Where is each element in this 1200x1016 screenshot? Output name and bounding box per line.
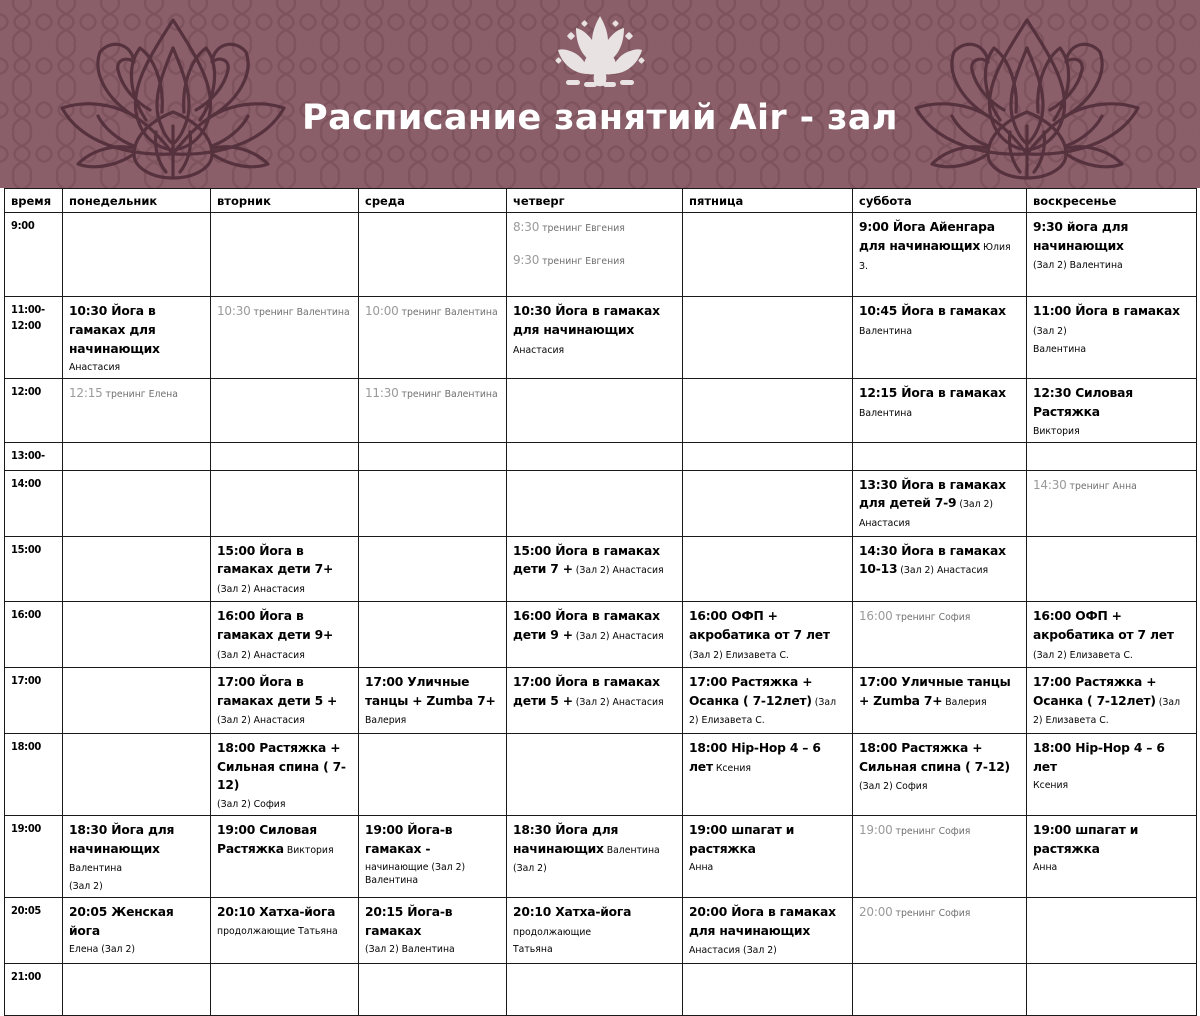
class-detail: Валентина — [1033, 343, 1087, 355]
schedule-cell-tue — [211, 470, 359, 536]
schedule-cell-wed[interactable] — [359, 297, 507, 379]
class-entry[interactable] — [859, 739, 1021, 795]
class-entry[interactable] — [69, 302, 205, 374]
lotus-flower-icon — [540, 8, 660, 94]
time-label: 13:00- — [5, 442, 63, 470]
class-entry[interactable] — [217, 673, 353, 729]
schedule-cell-wed[interactable] — [359, 816, 507, 898]
class-detail: Елена (Зал 2) — [69, 944, 135, 956]
table-row — [5, 734, 1197, 816]
class-instructor: (Зал 2) София — [859, 781, 928, 793]
class-instructor: София — [935, 826, 971, 838]
table-row — [5, 602, 1197, 668]
schedule-cell-wed — [359, 734, 507, 816]
class-instructor: Валентина (Зал 2) — [513, 844, 660, 875]
schedule-cell-sun[interactable] — [1027, 602, 1197, 668]
class-title: 15:00 Йога в гамаках дети 7+ (Зал 2) Анастасия — [217, 543, 334, 595]
class-title — [859, 609, 970, 623]
class-instructor: Анастасия — [513, 344, 565, 356]
class-title: 19:00 Йога-в гамаках - — [365, 823, 453, 856]
class-entry[interactable] — [689, 821, 847, 874]
schedule-cell-sat[interactable] — [853, 470, 1027, 536]
class-title: 18:00 Растяжка + Сильная спина ( 7-12) (Зал 2) София — [859, 741, 1010, 793]
schedule-cell-mon — [63, 602, 211, 668]
class-entry[interactable] — [859, 903, 1021, 922]
schedule-cell-thu[interactable] — [507, 297, 683, 379]
class-entry[interactable] — [513, 673, 677, 710]
class-entry[interactable] — [689, 607, 847, 663]
schedule-cell-sat[interactable] — [853, 213, 1027, 297]
class-entry[interactable] — [1033, 302, 1191, 355]
class-title — [69, 386, 178, 400]
class-title: 10:45 Йога в гамаках Валентина — [859, 304, 1006, 337]
schedule-cell-thu — [507, 442, 683, 470]
schedule-cell-sun[interactable] — [1027, 816, 1197, 898]
class-detail: начинающие (Зал 2) Валентина — [365, 862, 466, 887]
time-label: 11:00-12:00 — [5, 297, 63, 379]
class-instructor: София — [935, 908, 971, 920]
class-entry[interactable] — [513, 821, 677, 877]
class-title: 16:00 ОФП + акробатика от 7 лет (Зал 2) Елизавета С. — [1033, 609, 1174, 661]
schedule-cell-mon — [63, 536, 211, 602]
class-instructor: Евгения — [582, 255, 625, 267]
schedule-cell-tue — [211, 379, 359, 442]
schedule-cell-sun — [1027, 963, 1197, 1015]
class-entry[interactable] — [365, 903, 501, 956]
table-row — [5, 379, 1197, 442]
table-row — [5, 816, 1197, 898]
class-entry[interactable] — [1033, 218, 1191, 271]
schedule-cell-sat[interactable] — [853, 379, 1027, 442]
schedule-cell-thu — [507, 379, 683, 442]
schedule-cell-wed — [359, 442, 507, 470]
schedule-cell-sat[interactable] — [853, 536, 1027, 602]
schedule-cell-fri — [683, 963, 853, 1015]
class-entry[interactable] — [859, 476, 1021, 532]
class-entry[interactable] — [859, 673, 1021, 710]
schedule-cell-thu[interactable] — [507, 602, 683, 668]
class-title: 16:00 Йога в гамаках дети 9+ (Зал 2) Анастасия — [217, 609, 334, 661]
class-instructor: Евгения — [582, 223, 625, 235]
class-title: 20:00 Йога в гамаках для начинающих Анастасия (Зал 2) — [689, 905, 836, 957]
class-title: 12:15 Йога в гамаках Валентина — [859, 386, 1006, 419]
class-instructor: Ксения — [712, 762, 751, 774]
class-instructor: Валерия — [365, 715, 407, 727]
page-title: Расписание занятий Air - зал — [302, 98, 898, 138]
class-instructor: Валентина — [859, 325, 913, 337]
schedule-cell-wed — [359, 602, 507, 668]
class-instructor: (Зал 2) Анастасия — [217, 715, 305, 727]
class-detail: (Зал 2) Валентина — [1033, 259, 1123, 271]
class-entry[interactable] — [365, 302, 501, 321]
schedule-cell-tue — [211, 213, 359, 297]
column-header-sun: воскресенье — [1027, 189, 1197, 213]
class-entry[interactable] — [1033, 821, 1191, 874]
class-instructor: (Зал 2) Елизавета С. — [1033, 696, 1181, 727]
class-time: 11:30 — [365, 386, 399, 401]
schedule-cell-thu[interactable] — [507, 816, 683, 898]
table-row — [5, 536, 1197, 602]
class-title — [513, 220, 625, 234]
class-instructor: тренинг — [102, 389, 146, 401]
schedule-cell-sun — [1027, 442, 1197, 470]
schedule-cell-tue[interactable] — [211, 668, 359, 734]
column-header-mon: понедельник — [63, 189, 211, 213]
table-row — [5, 898, 1197, 964]
schedule-cell-wed — [359, 213, 507, 297]
class-entry[interactable] — [859, 542, 1021, 579]
class-entry[interactable] — [859, 821, 1021, 840]
class-entry[interactable] — [217, 302, 353, 321]
class-time: 9:30 — [513, 252, 540, 267]
schedule-cell-fri — [683, 442, 853, 470]
class-instructor: (Зал 2) Анастасия — [217, 583, 305, 595]
schedule-cell-mon[interactable] — [63, 816, 211, 898]
schedule-cell-fri[interactable] — [683, 734, 853, 816]
time-label: 14:00 — [5, 470, 63, 536]
class-title: 10:30 Йога в гамаках для начинающих — [69, 304, 160, 356]
class-title: 9:00 Йога Айенгара для начинающих Юлия З. — [859, 220, 1011, 272]
class-entry[interactable] — [69, 903, 205, 956]
class-instructor: Виктория — [283, 844, 334, 856]
schedule-cell-thu — [507, 470, 683, 536]
schedule-cell-sat[interactable] — [853, 602, 1027, 668]
schedule-cell-sun[interactable] — [1027, 668, 1197, 734]
schedule-cell-thu — [507, 734, 683, 816]
schedule-cell-tue[interactable] — [211, 734, 359, 816]
class-instructor: (Зал 2) Анастасия — [217, 649, 305, 661]
schedule-cell-wed[interactable] — [359, 379, 507, 442]
schedule-cell-sat[interactable] — [853, 816, 1027, 898]
class-title: 17:00 Растяжка + Осанка ( 7-12лет) (Зал 2) Елизавета С. — [689, 675, 837, 727]
class-detail: (Зал 2) Валентина — [365, 944, 455, 956]
class-title: 20:10 Хатха-йога продолжающие — [513, 905, 632, 938]
time-label: 16:00 — [5, 602, 63, 668]
class-title: 20:05 Женская йога — [69, 905, 174, 938]
class-time: 8:30 — [513, 220, 540, 235]
class-title: 18:30 Йога для начинающих Валентина — [69, 823, 175, 875]
table-row — [5, 442, 1197, 470]
schedule-cell-sat[interactable] — [853, 668, 1027, 734]
class-title — [365, 386, 498, 400]
schedule-cell-sat — [853, 442, 1027, 470]
class-instructor: тренинг — [398, 389, 442, 401]
class-title — [859, 823, 970, 837]
class-title: 12:30 Силовая Растяжка — [1033, 386, 1133, 419]
class-time: 19:00 — [859, 823, 893, 838]
class-entry[interactable] — [1033, 673, 1191, 729]
schedule-cell-mon — [63, 668, 211, 734]
schedule-cell-tue[interactable] — [211, 816, 359, 898]
schedule-cell-thu — [507, 963, 683, 1015]
class-entry[interactable] — [689, 673, 847, 729]
class-detail: Татьяна — [513, 944, 553, 956]
column-header-tue: вторник — [211, 189, 359, 213]
class-title — [1033, 478, 1137, 492]
class-entry[interactable] — [513, 903, 677, 956]
class-entry[interactable] — [69, 384, 205, 403]
class-instructor: (Зал 2) Анастасия — [572, 565, 664, 577]
class-instructor: (Зал 2) Анастасия — [572, 696, 664, 708]
class-title: 17:00 Растяжка + Осанка ( 7-12лет) (Зал 2) Елизавета С. — [1033, 675, 1181, 727]
class-entry[interactable] — [859, 384, 1021, 421]
column-header-thu: четверг — [507, 189, 683, 213]
class-entry[interactable] — [859, 218, 1021, 274]
class-instructor: (Зал 2) Анастасия — [859, 499, 994, 529]
class-instructor: Валерия — [942, 696, 987, 708]
schedule-cell-sun — [1027, 898, 1197, 964]
class-time: 14:30 — [1033, 477, 1067, 492]
schedule-cell-wed — [359, 963, 507, 1015]
class-instructor: (Зал 2) Анастасия — [897, 565, 989, 577]
class-title: 13:30 Йога в гамаках для детей 7-9 (Зал 2) Анастасия — [859, 477, 1006, 529]
schedule-cell-mon[interactable] — [63, 379, 211, 442]
schedule-cell-wed[interactable] — [359, 668, 507, 734]
class-detail: (Зал 2) — [69, 880, 103, 892]
schedule-cell-fri — [683, 297, 853, 379]
table-header-row — [5, 189, 1197, 213]
schedule-cell-sat[interactable] — [853, 297, 1027, 379]
class-entry[interactable] — [513, 251, 677, 270]
schedule-cell-mon — [63, 213, 211, 297]
class-entry[interactable] — [513, 542, 677, 579]
class-time: 10:00 — [365, 304, 399, 319]
time-label: 9:00 — [5, 213, 63, 297]
class-title: 20:15 Йога-в гамаках — [365, 905, 453, 938]
class-title: 14:30 Йога в гамаках 10-13 (Зал 2) Анастасия — [859, 543, 1006, 577]
class-title: 18:00 Hip-Hop 4 – 6 лет Ксения — [689, 741, 821, 774]
class-instructor: тренинг — [1066, 480, 1110, 492]
class-entry[interactable] — [1033, 607, 1191, 663]
column-header-fri: пятница — [683, 189, 853, 213]
class-detail: Ксения — [1033, 780, 1069, 792]
schedule-cell-mon — [63, 734, 211, 816]
class-title: 10:30 Йога в гамаках для начинающих Анастасия — [513, 304, 660, 356]
class-entry[interactable] — [365, 673, 501, 729]
class-title: 17:00 Уличные танцы + Zumba 7+ Валерия — [365, 675, 496, 727]
schedule-cell-sat — [853, 963, 1027, 1015]
table-row — [5, 668, 1197, 734]
schedule-cell-fri — [683, 536, 853, 602]
class-instructor: Валентина — [441, 307, 498, 319]
schedule-cell-mon[interactable] — [63, 898, 211, 964]
class-title: 19:00 шпагат и растяжка — [689, 823, 795, 856]
schedule-cell-sat[interactable] — [853, 898, 1027, 964]
class-instructor: тренинг — [539, 255, 583, 267]
time-label: 19:00 — [5, 816, 63, 898]
table-row — [5, 470, 1197, 536]
class-entry[interactable] — [1033, 739, 1191, 792]
class-entry[interactable] — [217, 903, 353, 938]
class-title: 17:00 Уличные танцы + Zumba 7+ Валерия — [859, 675, 1011, 708]
class-instructor: (Зал 2) Елизавета С. — [689, 649, 789, 661]
class-instructor: Анастасия (Зал 2) — [689, 945, 777, 957]
time-label: 17:00 — [5, 668, 63, 734]
class-instructor: тренинг — [892, 612, 936, 624]
time-label: 18:00 — [5, 734, 63, 816]
class-entry[interactable] — [689, 739, 847, 776]
class-entry[interactable] — [859, 607, 1021, 626]
column-header-time: время — [5, 189, 63, 213]
schedule-cell-tue[interactable] — [211, 602, 359, 668]
class-instructor: Валентина — [859, 407, 913, 419]
class-instructor: тренинг — [539, 223, 583, 235]
schedule-cell-thu[interactable] — [507, 898, 683, 964]
schedule-cell-tue[interactable] — [211, 536, 359, 602]
schedule-cell-thu[interactable] — [507, 668, 683, 734]
class-entry[interactable] — [69, 821, 205, 893]
schedule-cell-wed — [359, 470, 507, 536]
time-label: 20:05 — [5, 898, 63, 964]
schedule-cell-mon[interactable] — [63, 297, 211, 379]
class-title: 18:30 Йога для начинающих Валентина (Зал 2) — [513, 823, 660, 875]
column-header-wed: среда — [359, 189, 507, 213]
schedule-cell-fri[interactable] — [683, 668, 853, 734]
class-instructor: Елена — [145, 389, 178, 401]
schedule-cell-fri[interactable] — [683, 898, 853, 964]
class-entry[interactable] — [513, 607, 677, 644]
class-detail: (Зал 2) София — [217, 798, 286, 810]
class-title: 20:10 Хатха-йога — [217, 905, 336, 920]
class-instructor: (Зал 2) Елизавета С. — [1033, 649, 1133, 661]
class-time: 20:00 — [859, 905, 893, 920]
schedule-cell-tue[interactable] — [211, 297, 359, 379]
class-detail: Виктория — [1033, 425, 1080, 437]
class-entry[interactable] — [689, 903, 847, 959]
class-instructor: Валентина — [69, 863, 123, 875]
class-instructor: Анна — [1109, 480, 1137, 492]
schedule-cell-sun — [1027, 536, 1197, 602]
schedule-cell-sun[interactable] — [1027, 213, 1197, 297]
class-entry[interactable] — [513, 302, 677, 358]
class-title: 9:30 йога для начинающих — [1033, 220, 1129, 253]
time-label: 21:00 — [5, 963, 63, 1015]
schedule-cell-sun[interactable] — [1027, 297, 1197, 379]
class-instructor: (Зал 2) Елизавета С. — [689, 696, 837, 727]
class-detail: продолжающие Татьяна — [217, 925, 338, 937]
schedule-cell-mon — [63, 442, 211, 470]
schedule-cell-fri — [683, 379, 853, 442]
schedule-cell-sat[interactable] — [853, 734, 1027, 816]
schedule-cell-sun[interactable] — [1027, 734, 1197, 816]
class-title — [217, 304, 350, 318]
schedule-cell-thu[interactable] — [507, 213, 683, 297]
class-time: 10:30 — [217, 304, 251, 319]
class-instructor: (Зал 2) — [1033, 325, 1067, 337]
class-title: 11:00 Йога в гамаках (Зал 2) — [1033, 304, 1180, 337]
class-instructor: тренинг — [892, 826, 936, 838]
class-entry[interactable] — [859, 302, 1021, 339]
schedule-cell-mon — [63, 470, 211, 536]
schedule-cell-sun[interactable] — [1027, 379, 1197, 442]
class-entry[interactable] — [365, 821, 501, 888]
class-instructor: тренинг — [250, 307, 294, 319]
schedule-cell-fri — [683, 213, 853, 297]
class-entry[interactable] — [365, 384, 501, 403]
class-instructor: София — [935, 612, 971, 624]
class-entry[interactable] — [217, 821, 353, 858]
class-instructor: продолжающие — [513, 926, 592, 938]
class-title: 19:00 Силовая Растяжка Виктория — [217, 823, 334, 856]
class-title: 16:00 Йога в гамаках дети 9 + (Зал 2) Анастасия — [513, 609, 664, 643]
class-instructor: тренинг — [398, 307, 442, 319]
class-entry[interactable] — [217, 607, 353, 663]
class-title: 17:00 Йога в гамаках дети 5 + (Зал 2) Анастасия — [217, 675, 338, 727]
class-entry[interactable] — [217, 542, 353, 598]
schedule-cell-thu[interactable] — [507, 536, 683, 602]
schedule-cell-tue — [211, 963, 359, 1015]
class-instructor: Валентина — [441, 389, 498, 401]
table-row — [5, 213, 1197, 297]
schedule-cell-tue — [211, 442, 359, 470]
lotus-ornament-left-icon — [38, 4, 308, 180]
schedule-cell-wed — [359, 536, 507, 602]
schedule-cell-mon — [63, 963, 211, 1015]
class-entry[interactable] — [1033, 384, 1191, 437]
class-title: 16:00 ОФП + акробатика от 7 лет (Зал 2) Елизавета С. — [689, 609, 830, 661]
table-row — [5, 297, 1197, 379]
class-instructor: Валентина — [293, 307, 350, 319]
schedule-cell-wed[interactable] — [359, 898, 507, 964]
lotus-ornament-right-icon — [892, 4, 1162, 180]
class-instructor: тренинг — [892, 908, 936, 920]
class-title — [513, 253, 625, 267]
class-entry[interactable] — [1033, 476, 1191, 495]
class-time: 16:00 — [859, 609, 893, 624]
schedule-cell-fri[interactable] — [683, 602, 853, 668]
schedule-cell-tue[interactable] — [211, 898, 359, 964]
class-title: 18:00 Hip-Hop 4 – 6 лет — [1033, 741, 1165, 774]
schedule-table — [4, 188, 1197, 1016]
schedule-cell-sun[interactable] — [1027, 470, 1197, 536]
class-title: 15:00 Йога в гамаках дети 7 + (Зал 2) Анастасия — [513, 543, 664, 577]
class-detail: Анастасия — [69, 362, 121, 374]
schedule-container — [0, 188, 1200, 1016]
time-label: 12:00 — [5, 379, 63, 442]
class-entry[interactable] — [513, 218, 677, 237]
time-label: 15:00 — [5, 536, 63, 602]
table-row — [5, 963, 1197, 1015]
class-detail: Анна — [1033, 862, 1058, 874]
class-entry[interactable] — [217, 739, 353, 811]
column-header-sat: суббота — [853, 189, 1027, 213]
class-title — [365, 304, 498, 318]
class-title — [859, 905, 970, 919]
class-time: 12:15 — [69, 386, 103, 401]
class-instructor: (Зал 2) Анастасия — [572, 631, 664, 643]
class-detail: Анна — [689, 862, 714, 874]
schedule-cell-fri — [683, 470, 853, 536]
page-banner — [0, 0, 1200, 188]
class-title: 19:00 шпагат и растяжка — [1033, 823, 1139, 856]
schedule-cell-fri[interactable] — [683, 816, 853, 898]
class-instructor: Юлия З. — [859, 241, 1011, 272]
class-title: 17:00 Йога в гамаках дети 5 + (Зал 2) Анастасия — [513, 675, 664, 708]
class-title: 18:00 Растяжка + Сильная спина ( 7-12) — [217, 741, 346, 793]
